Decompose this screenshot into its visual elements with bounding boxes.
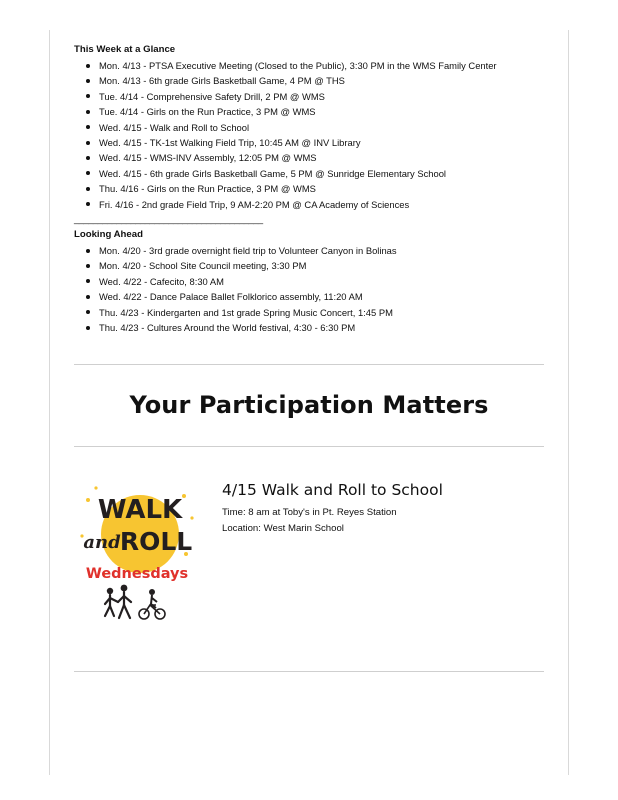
- logo-word-walk: WALK: [97, 495, 183, 525]
- event-location: Location: West Marin School: [222, 523, 344, 534]
- ahead-list: [74, 243, 544, 335]
- section-heading: Your Participation Matters: [129, 391, 489, 419]
- list-item: Thu. 4/23 - Cultures Around the World festival, 4:30 - 6:30 PM: [99, 320, 544, 335]
- list-item: Wed. 4/15 - Walk and Roll to School: [99, 120, 544, 135]
- section-divider: [74, 364, 544, 365]
- list-item: Wed. 4/22 - Dance Palace Ballet Folklorico assembly, 11:20 AM: [99, 289, 544, 304]
- list-item: Mon. 4/20 - 3rd grade overnight field trip to Volunteer Canyon in Bolinas: [99, 243, 544, 258]
- list-item: Mon. 4/20 - School Site Council meeting, 3:30 PM: [99, 258, 544, 273]
- text-divider: ________________________________________: [74, 213, 263, 225]
- week-title: This Week at a Glance: [74, 44, 176, 55]
- logo-word-roll: ROLL: [119, 527, 193, 556]
- bicycle-icon: [139, 589, 165, 619]
- events-section: [74, 44, 544, 336]
- page-border-left: [49, 30, 50, 775]
- walk-and-roll-logo: [74, 478, 200, 628]
- list-item: Tue. 4/14 - Comprehensive Safety Drill, 2 PM @ WMS: [99, 89, 544, 104]
- logo-word-and: and: [83, 532, 121, 553]
- list-item: Tue. 4/14 - Girls on the Run Practice, 3 PM @ WMS: [99, 104, 544, 119]
- page-border-right: [568, 30, 569, 775]
- list-item: Mon. 4/13 - PTSA Executive Meeting (Closed to the Public), 3:30 PM in the WMS Family Center: [99, 58, 544, 73]
- list-item: Fri. 4/16 - 2nd grade Field Trip, 9 AM-2:20 PM @ CA Academy of Sciences: [99, 197, 544, 212]
- list-item: Wed. 4/15 - 6th grade Girls Basketball Game, 5 PM @ Sunridge Elementary School: [99, 166, 544, 181]
- walkers-icon: [105, 585, 131, 618]
- list-item: Wed. 4/15 - TK-1st Walking Field Trip, 10:45 AM @ INV Library: [99, 135, 544, 150]
- section-divider: [74, 671, 544, 672]
- ahead-title: Looking Ahead: [74, 229, 143, 241]
- event-title: 4/15 Walk and Roll to School: [222, 481, 443, 499]
- section-divider: [74, 446, 544, 447]
- list-item: Mon. 4/13 - 6th grade Girls Basketball Game, 4 PM @ THS: [99, 73, 544, 88]
- week-list: [74, 58, 544, 212]
- list-item: Thu. 4/16 - Girls on the Run Practice, 3 PM @ WMS: [99, 181, 544, 196]
- list-item: Thu. 4/23 - Kindergarten and 1st grade Spring Music Concert, 1:45 PM: [99, 305, 544, 320]
- list-item: Wed. 4/15 - WMS-INV Assembly, 12:05 PM @ WMS: [99, 150, 544, 165]
- logo-word-wednesdays: Wednesdays: [85, 566, 189, 582]
- event-time: Time: 8 am at Toby's in Pt. Reyes Station: [222, 507, 397, 518]
- list-item: Wed. 4/22 - Cafecito, 8:30 AM: [99, 274, 544, 289]
